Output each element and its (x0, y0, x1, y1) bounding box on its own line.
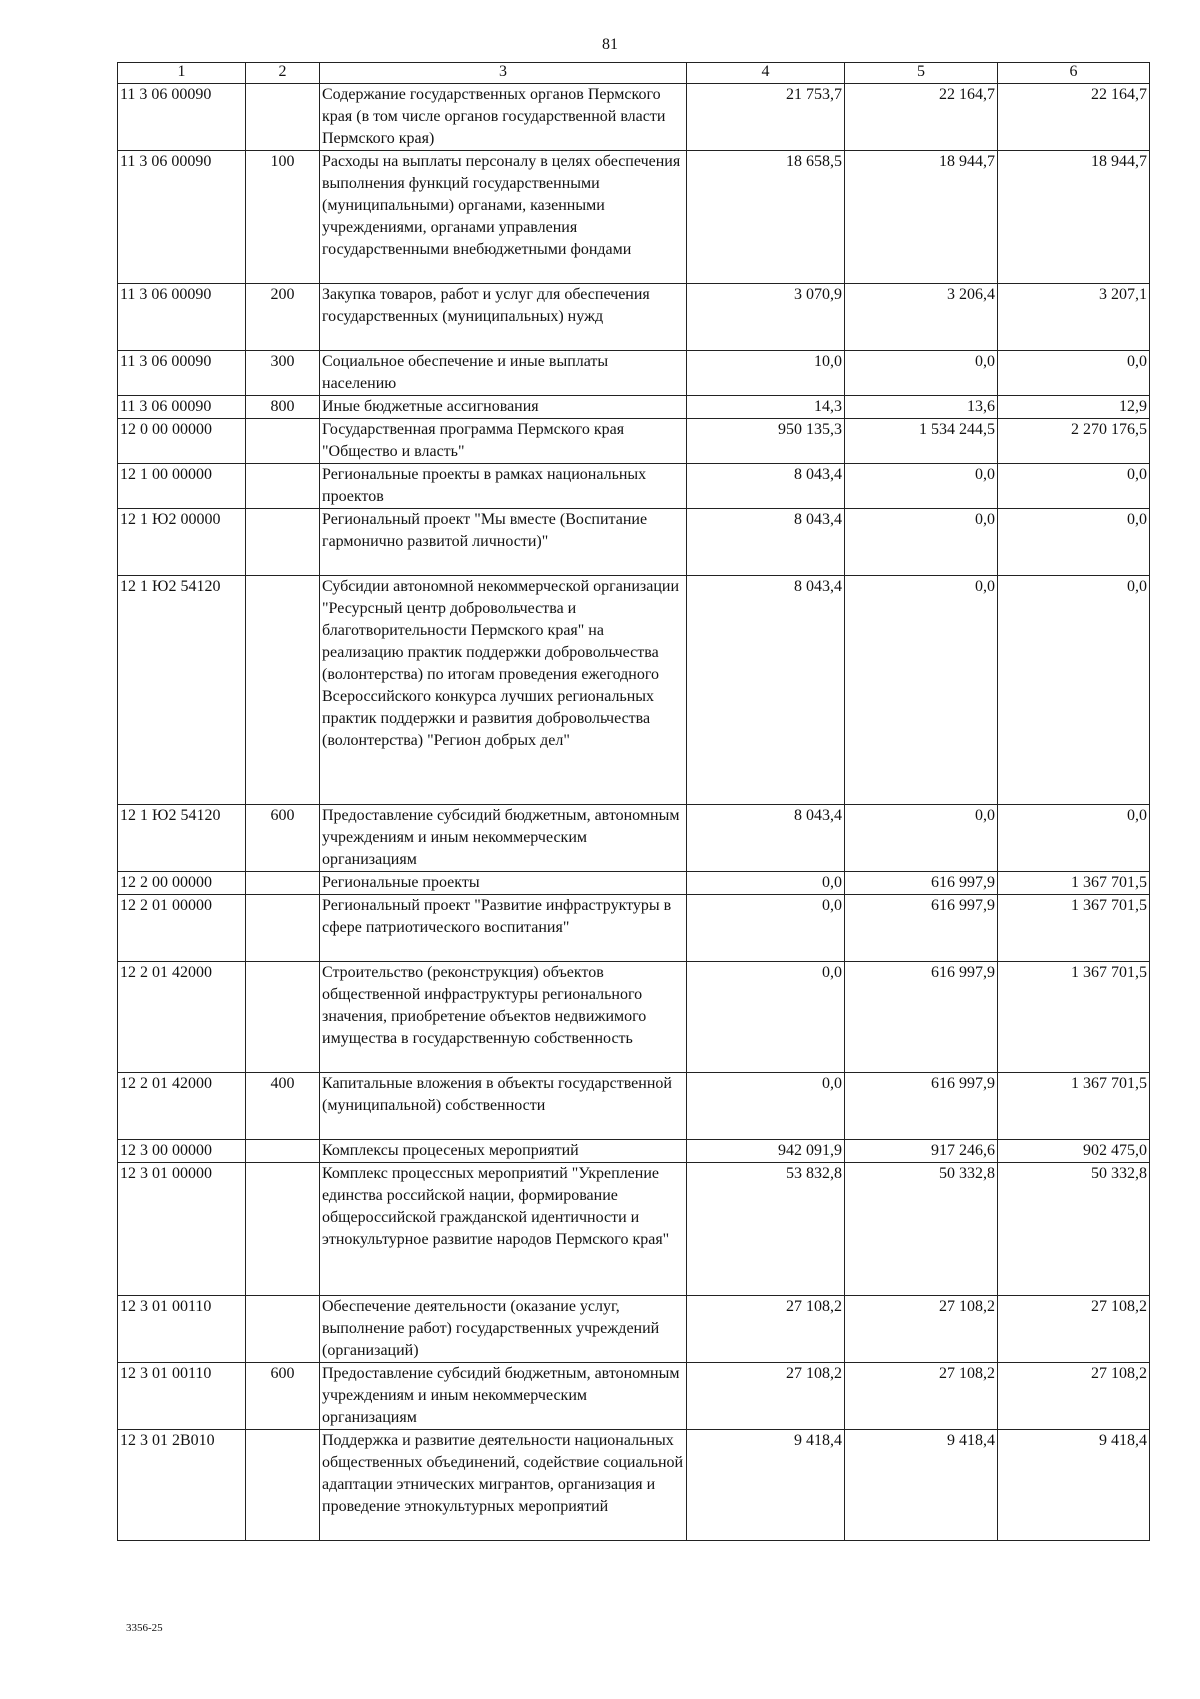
row-code: 11 3 06 00090 (118, 284, 246, 351)
row-name: Комплексы процесеных мероприятий (320, 1140, 687, 1163)
header-col-6: 6 (998, 63, 1150, 84)
document-footer-code: 3356-25 (126, 1622, 163, 1634)
row-value-col5: 27 108,2 (845, 1296, 998, 1363)
row-value-col6: 50 332,8 (998, 1163, 1150, 1296)
row-code: 12 1 Ю2 00000 (118, 509, 246, 576)
row-value-col6: 0,0 (998, 509, 1150, 576)
row-value-col5: 1 534 244,5 (845, 419, 998, 464)
row-value-col6: 1 367 701,5 (998, 895, 1150, 962)
row-expense-type: 100 (246, 151, 320, 284)
row-expense-type (246, 1140, 320, 1163)
row-name: Региональный проект "Развитие инфраструктуры в сфере патриотического воспитания" (320, 895, 687, 962)
header-col-3: 3 (320, 63, 687, 84)
table-row (118, 509, 1150, 576)
row-expense-type: 800 (246, 396, 320, 419)
table-row (118, 805, 1150, 872)
row-value-col6: 1 367 701,5 (998, 872, 1150, 895)
row-value-col5: 13,6 (845, 396, 998, 419)
row-name: Предоставление субсидий бюджетным, автономным учреждениям и иным некоммерческим организациям (320, 805, 687, 872)
row-code: 12 3 01 00110 (118, 1296, 246, 1363)
row-value-col4: 3 070,9 (687, 284, 845, 351)
row-value-col4: 8 043,4 (687, 805, 845, 872)
row-value-col4: 0,0 (687, 1073, 845, 1140)
row-code: 12 3 01 00110 (118, 1363, 246, 1430)
row-value-col4: 10,0 (687, 351, 845, 396)
row-value-col6: 1 367 701,5 (998, 1073, 1150, 1140)
header-col-5: 5 (845, 63, 998, 84)
row-expense-type: 600 (246, 805, 320, 872)
row-name: Иные бюджетные ассигнования (320, 396, 687, 419)
row-value-col4: 0,0 (687, 895, 845, 962)
row-value-col6: 0,0 (998, 351, 1150, 396)
row-value-col4: 8 043,4 (687, 464, 845, 509)
row-value-col5: 0,0 (845, 805, 998, 872)
page-number: 81 (602, 36, 618, 53)
row-code: 12 1 00 00000 (118, 464, 246, 509)
table-row (118, 962, 1150, 1073)
row-value-col6: 12,9 (998, 396, 1150, 419)
row-code: 12 2 01 00000 (118, 895, 246, 962)
row-value-col6: 0,0 (998, 576, 1150, 805)
row-expense-type (246, 1296, 320, 1363)
row-code: 11 3 06 00090 (118, 84, 246, 151)
row-value-col5: 917 246,6 (845, 1140, 998, 1163)
table-row (118, 872, 1150, 895)
row-code: 12 1 Ю2 54120 (118, 576, 246, 805)
row-code: 12 3 00 00000 (118, 1140, 246, 1163)
row-expense-type: 300 (246, 351, 320, 396)
row-value-col6: 0,0 (998, 464, 1150, 509)
row-name: Капитальные вложения в объекты государственной (муниципальной) собственности (320, 1073, 687, 1140)
table-row (118, 576, 1150, 805)
row-code: 12 2 01 42000 (118, 962, 246, 1073)
row-code: 12 2 00 00000 (118, 872, 246, 895)
row-value-col6: 22 164,7 (998, 84, 1150, 151)
row-name: Закупка товаров, работ и услуг для обеспечения государственных (муниципальных) нужд (320, 284, 687, 351)
row-name: Обеспечение деятельности (оказание услуг, выполнение работ) государственных учреждений (организаций) (320, 1296, 687, 1363)
table-row (118, 284, 1150, 351)
row-value-col6: 0,0 (998, 805, 1150, 872)
table-row (118, 1073, 1150, 1140)
row-value-col5: 0,0 (845, 464, 998, 509)
row-value-col4: 8 043,4 (687, 576, 845, 805)
row-expense-type (246, 84, 320, 151)
header-col-4: 4 (687, 63, 845, 84)
row-value-col5: 0,0 (845, 351, 998, 396)
row-name: Предоставление субсидий бюджетным, автономным учреждениям и иным некоммерческим организациям (320, 1363, 687, 1430)
row-expense-type: 200 (246, 284, 320, 351)
row-name: Социальное обеспечение и иные выплаты населению (320, 351, 687, 396)
row-expense-type (246, 509, 320, 576)
row-value-col6: 9 418,4 (998, 1430, 1150, 1541)
row-value-col4: 21 753,7 (687, 84, 845, 151)
row-value-col5: 18 944,7 (845, 151, 998, 284)
table-row (118, 895, 1150, 962)
row-value-col6: 27 108,2 (998, 1363, 1150, 1430)
row-value-col5: 0,0 (845, 509, 998, 576)
row-value-col4: 0,0 (687, 962, 845, 1073)
table-row (118, 1296, 1150, 1363)
row-expense-type: 600 (246, 1363, 320, 1430)
row-value-col5: 616 997,9 (845, 895, 998, 962)
row-value-col5: 616 997,9 (845, 962, 998, 1073)
header-col-2: 2 (246, 63, 320, 84)
row-value-col6: 3 207,1 (998, 284, 1150, 351)
row-value-col4: 18 658,5 (687, 151, 845, 284)
row-code: 12 1 Ю2 54120 (118, 805, 246, 872)
row-value-col6: 1 367 701,5 (998, 962, 1150, 1073)
row-name: Государственная программа Пермского края "Общество и власть" (320, 419, 687, 464)
row-value-col4: 53 832,8 (687, 1163, 845, 1296)
row-value-col5: 0,0 (845, 576, 998, 805)
table-row (118, 351, 1150, 396)
row-expense-type (246, 962, 320, 1073)
table-row (118, 396, 1150, 419)
table-row (118, 1163, 1150, 1296)
row-value-col6: 18 944,7 (998, 151, 1150, 284)
row-expense-type (246, 1163, 320, 1296)
row-code: 12 2 01 42000 (118, 1073, 246, 1140)
row-value-col5: 22 164,7 (845, 84, 998, 151)
row-value-col4: 8 043,4 (687, 509, 845, 576)
row-value-col5: 616 997,9 (845, 872, 998, 895)
header-row (118, 63, 1150, 84)
row-value-col5: 9 418,4 (845, 1430, 998, 1541)
row-name: Расходы на выплаты персоналу в целях обеспечения выполнения функций государственными (муниципальными) органами, казенными учреждениями, органами управления государственными внебюджетными фондами (320, 151, 687, 284)
row-code: 11 3 06 00090 (118, 151, 246, 284)
row-value-col4: 14,3 (687, 396, 845, 419)
row-expense-type (246, 464, 320, 509)
row-expense-type: 400 (246, 1073, 320, 1140)
row-name: Региональный проект "Мы вместе (Воспитание гармонично развитой личности)" (320, 509, 687, 576)
row-expense-type (246, 1430, 320, 1541)
row-name: Региональные проекты в рамках национальных проектов (320, 464, 687, 509)
row-name: Субсидии автономной некоммерческой организации "Ресурсный центр добровольчества и благотворительности Пермского края" на реализацию практик поддержки добровольчества (волонтерства) по итогам проведения ежегодного Всероссийского конкурса лучших региональных практик поддержки и развития добровольчества (волонтерства) "Регион добрых дел" (320, 576, 687, 805)
row-value-col6: 27 108,2 (998, 1296, 1150, 1363)
table-row (118, 1363, 1150, 1430)
row-value-col4: 9 418,4 (687, 1430, 845, 1541)
row-name: Содержание государственных органов Пермского края (в том числе органов государственной власти Пермского края) (320, 84, 687, 151)
row-code: 12 0 00 00000 (118, 419, 246, 464)
row-value-col4: 0,0 (687, 872, 845, 895)
row-name: Поддержка и развитие деятельности национальных общественных объединений, содействие социальной адаптации этнических мигрантов, организация и проведение этнокультурных мероприятий (320, 1430, 687, 1541)
row-code: 11 3 06 00090 (118, 396, 246, 419)
row-code: 11 3 06 00090 (118, 351, 246, 396)
row-value-col6: 2 270 176,5 (998, 419, 1150, 464)
row-expense-type (246, 872, 320, 895)
row-name: Строительство (реконструкция) объектов общественной инфраструктуры регионального значения, приобретение объектов недвижимого имущества в государственную собственность (320, 962, 687, 1073)
row-value-col6: 902 475,0 (998, 1140, 1150, 1163)
table-row (118, 419, 1150, 464)
row-name: Комплекс процессных мероприятий "Укрепление единства российской нации, формирование общероссийской гражданской идентичности и этнокультурное развитие народов Пермского края" (320, 1163, 687, 1296)
row-expense-type (246, 419, 320, 464)
header-col-1: 1 (118, 63, 246, 84)
table-row (118, 464, 1150, 509)
row-value-col5: 50 332,8 (845, 1163, 998, 1296)
row-expense-type (246, 895, 320, 962)
row-value-col5: 27 108,2 (845, 1363, 998, 1430)
row-value-col4: 942 091,9 (687, 1140, 845, 1163)
row-name: Региональные проекты (320, 872, 687, 895)
row-value-col5: 616 997,9 (845, 1073, 998, 1140)
table-row (118, 1430, 1150, 1541)
row-value-col4: 27 108,2 (687, 1363, 845, 1430)
budget-table (117, 62, 1150, 1541)
row-code: 12 3 01 2В010 (118, 1430, 246, 1541)
row-value-col4: 27 108,2 (687, 1296, 845, 1363)
table-row (118, 151, 1150, 284)
row-code: 12 3 01 00000 (118, 1163, 246, 1296)
table-row (118, 84, 1150, 151)
row-value-col5: 3 206,4 (845, 284, 998, 351)
row-expense-type (246, 576, 320, 805)
table-row (118, 1140, 1150, 1163)
row-value-col4: 950 135,3 (687, 419, 845, 464)
